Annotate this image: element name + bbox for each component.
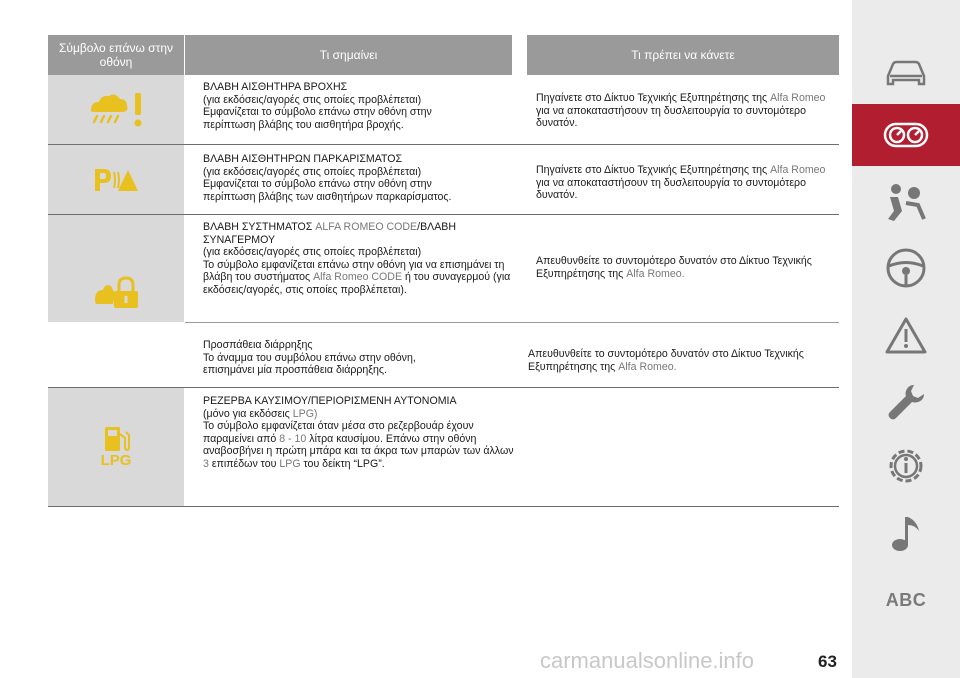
table-row <box>48 388 839 507</box>
meaning-title: ΒΛΑΒΗ ΑΙΣΘΗΤΗΡΑ ΒΡΟΧΗΣ <box>203 81 348 93</box>
meaning-line: περίπτωση βλάβης του αισθητήρα βροχής. <box>203 118 404 131</box>
sidebar-item-multimedia[interactable] <box>852 505 960 560</box>
meaning-line: Το άναμμα του συμβόλου επάνω στην οθόνη, <box>203 351 416 364</box>
icon-cell <box>48 75 184 144</box>
brand-text: Alfa Romeo. <box>626 267 685 280</box>
row-meaning <box>203 339 521 377</box>
range-text: 8 - 10 <box>279 432 307 445</box>
row-meaning <box>203 81 521 131</box>
meaning-line: ή του συναγερμού (για εκδόσεις/αγορές, στις οποίες προβλέπεται). <box>203 271 511 296</box>
action-text: Απευθυνθείτε το συντομότερο δυνατόν στο Δίκτυο Τεχνικής Εξυπηρέτησης της <box>536 255 812 280</box>
alarm-lock-icon <box>91 276 141 310</box>
sidebar-item-index[interactable] <box>852 585 960 615</box>
table-header <box>48 35 839 75</box>
meaning-line: (για εκδόσεις/αγορές στις οποίες προβλέπεται) <box>203 93 422 106</box>
car-icon <box>884 58 928 88</box>
row-meaning <box>203 221 521 297</box>
meaning-title: /ΒΛΑΒΗ ΣΥΝΑΓΕΡΜΟΥ <box>203 221 456 246</box>
table-row <box>48 75 839 145</box>
header-action: Τι πρέπει να κάνετε <box>527 35 839 75</box>
warnings-table <box>48 35 839 507</box>
meaning-line: (για εκδόσεις/αγορές στις οποίες προβλέπεται) <box>203 165 422 178</box>
meaning-line: Εμφανίζεται το σύμβολο επάνω στην οθόνη στην <box>203 106 432 119</box>
meaning-title: ΒΛΑΒΗ ΑΙΣΘΗΤΗΡΩΝ ΠΑΡΚΑΡΙΣΜΑΤΟΣ <box>203 153 403 165</box>
row-action <box>536 92 836 130</box>
chapter-sidebar <box>852 0 960 678</box>
row-action <box>536 164 836 202</box>
action-text: Απευθυνθείτε το συντομότερο δυνατόν στο Δίκτυο Τεχνικής Εξυπηρέτησης της <box>528 348 804 373</box>
brand-text: Alfa Romeo <box>770 164 826 176</box>
brand-text: Alfa Romeo. <box>618 360 677 373</box>
row-meaning <box>203 153 521 203</box>
icon-cell <box>48 388 184 506</box>
header-meaning: Τι σημαίνει <box>185 35 512 75</box>
sidebar-item-maintenance[interactable] <box>852 375 960 430</box>
rain-sensor-warning-icon <box>85 90 147 130</box>
gear-info-icon <box>884 444 928 488</box>
music-note-icon <box>889 513 923 553</box>
meaning-title: ΒΛΑΒΗ ΣΥΣΤΗΜΑΤΟΣ <box>203 221 313 233</box>
meaning-line: (για εκδόσεις/αγορές στις οποίες προβλέπεται) <box>203 246 422 259</box>
lpg-text: LPG) <box>292 407 318 420</box>
row-action <box>528 348 828 373</box>
meaning-line: επισημάνει μία προσπάθεια διάρρηξης. <box>203 364 387 377</box>
brand-text: Alfa Romeo CODE <box>313 271 403 284</box>
brand-text: Alfa Romeo <box>770 92 826 104</box>
lpg-icon-wrap <box>101 425 132 469</box>
sidebar-item-emergency[interactable] <box>852 308 960 363</box>
sidebar-item-technical-data[interactable] <box>852 438 960 493</box>
action-text: για να αποκαταστήσουν τη δυσλειτουργία το συντομότερο δυνατόν. <box>536 104 806 130</box>
meaning-line: επιπέδων του <box>211 457 277 470</box>
sidebar-item-car[interactable] <box>852 45 960 100</box>
gauges-icon <box>882 120 930 150</box>
airbag-seat-icon <box>884 181 928 225</box>
meaning-line: του δείκτη “LPG”. <box>303 457 385 470</box>
sidebar-item-driving[interactable] <box>852 240 960 295</box>
action-text: για να αποκαταστήσουν τη δυσλειτουργία το συντομότερο δυνατόν. <box>536 176 806 202</box>
watermark: carmanualsonline.info <box>540 648 755 673</box>
warning-triangle-icon <box>884 316 928 356</box>
brand-text: ALFA ROMEO CODE <box>315 221 418 233</box>
meaning-line: λίτρα καυσίμου. Επάνω στην οθόνη αναβοσβήνει η πρώτη μπάρα και τα άκρα των μπαρών των άλλων <box>203 432 514 458</box>
action-text: Πηγαίνετε στο Δίκτυο Τεχνικής Εξυπηρέτησης της <box>536 92 768 104</box>
header-symbol: Σύμβολο επάνω στην οθόνη <box>48 35 184 75</box>
row-meaning <box>203 395 521 471</box>
page-number: 63 <box>818 652 837 671</box>
lpg-fuel-icon <box>101 425 131 453</box>
meaning-line: (μόνο για εκδόσεις <box>203 407 290 420</box>
meaning-title: ΡΕΖΕΡΒΑ ΚΑΥΣΙΜΟΥ/ΠΕΡΙΟΡΙΣΜΕΝΗ ΑΥΤΟΝΟΜΙΑ <box>203 395 457 407</box>
wrench-icon <box>884 381 928 425</box>
icon-cell <box>48 215 184 322</box>
table-row <box>48 145 839 215</box>
action-text: Πηγαίνετε στο Δίκτυο Τεχνικής Εξυπηρέτησης της <box>536 164 768 176</box>
meaning-line: περίπτωση βλάβης των αισθητήρων παρκαρίσματος. <box>203 190 452 203</box>
abc-label: ABC <box>885 589 927 610</box>
lpg-label: LPG <box>100 452 132 469</box>
alarm-group <box>48 215 839 388</box>
row-action <box>536 255 836 280</box>
sidebar-item-instruments[interactable] <box>852 104 960 166</box>
meaning-line: Το σύμβολο εμφανίζεται όταν μέσα στο ρεζερβουάρ έχουν παραμείνει από <box>203 420 474 445</box>
meaning-title: Προσπάθεια διάρρηξης <box>203 339 313 351</box>
row-divider <box>185 322 839 323</box>
number-text: 3 <box>203 457 209 470</box>
meaning-line: Εμφανίζεται το σύμβολο επάνω στην οθόνη στην <box>203 178 432 191</box>
meaning-line: Το σύμβολο εμφανίζεται επάνω στην οθόνη για να επισημάνει τη βλάβη του συστήματος <box>203 258 505 284</box>
park-sensor-warning-icon <box>92 166 140 194</box>
lpg-text: LPG <box>279 457 301 470</box>
steering-wheel-icon <box>885 247 927 289</box>
icon-cell <box>48 145 184 214</box>
sidebar-item-safety[interactable] <box>852 175 960 230</box>
